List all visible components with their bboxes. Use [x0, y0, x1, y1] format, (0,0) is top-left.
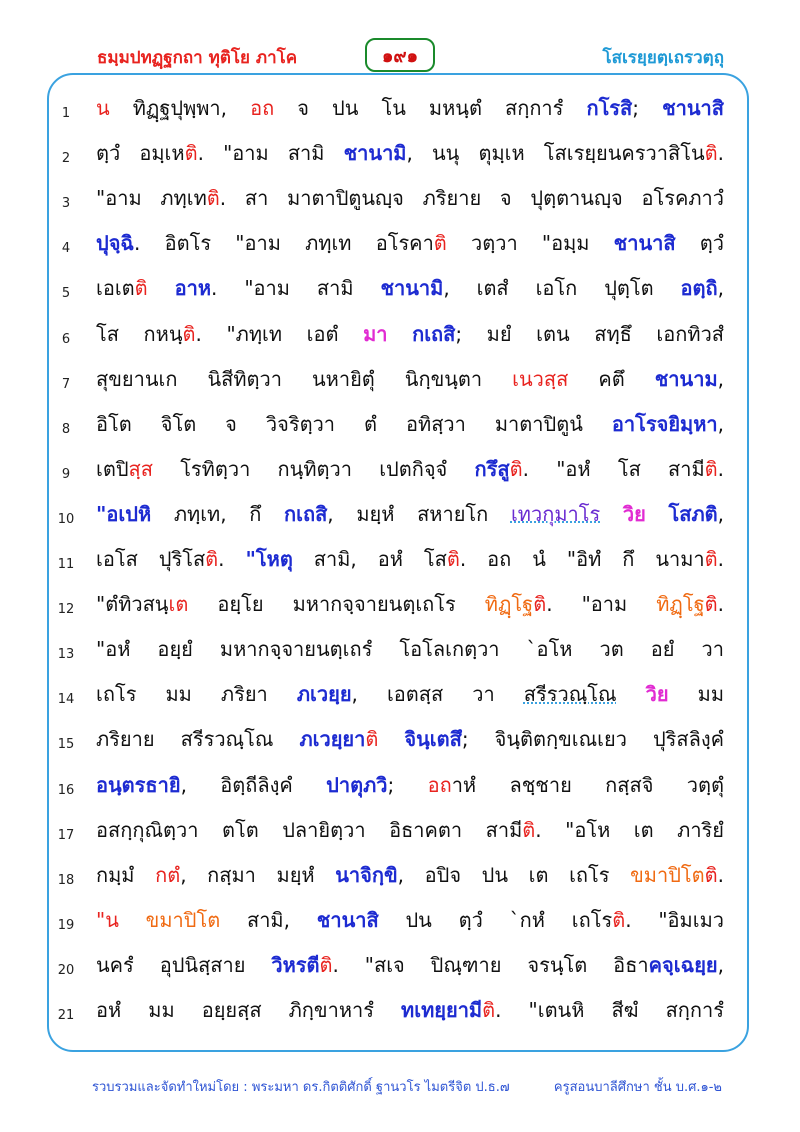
text-segment: . อถ นํ "อิทํ กึ นามา — [459, 547, 705, 571]
text-line — [96, 723, 724, 755]
text-segment: เต — [168, 592, 189, 617]
line-number: 20 — [57, 962, 75, 978]
text-segment: "น — [96, 907, 119, 932]
text-segment: เทวกุมาโร — [510, 501, 601, 526]
text-line — [96, 769, 724, 801]
text-segment: , — [717, 276, 725, 301]
text-segment: . "อหํ โส สามี — [522, 456, 705, 481]
text-line — [96, 318, 724, 350]
text-segment: . — [717, 456, 724, 481]
text-segment: ติ — [365, 727, 379, 752]
text-segment: ; — [387, 772, 428, 797]
line-number: 4 — [61, 241, 71, 257]
text-segment: . สา มาตาปิตูนญฺจ ภริยาย จ ปุตฺตานญฺจ อโรคภาวํ — [219, 186, 724, 211]
text-segment: . "อิมเมว — [625, 907, 724, 932]
text-segment: มา — [363, 321, 388, 346]
text-segment: คตึ — [568, 366, 655, 391]
text-segment: กโรสิ — [586, 96, 633, 120]
line-number: 9 — [61, 466, 71, 482]
text-line — [96, 588, 724, 620]
line-number: 1 — [61, 106, 71, 121]
text-segment: เนวสฺส — [512, 366, 569, 391]
text-segment: ติ — [533, 592, 547, 617]
text-segment: "ตํทิวสนฺ — [96, 592, 169, 617]
text-line — [96, 92, 724, 124]
text-segment: "อหํ อยฺยํ มหากจฺจายนตฺเถรํ โอโลเกตฺวา `อโห วต อยํ วา — [96, 637, 724, 662]
line-number: 7 — [61, 376, 71, 392]
text-segment: าหํ ลชฺชาย กสฺสจิ วตฺตุํ — [451, 772, 724, 797]
text-segment: สรีรวณฺโณ — [523, 682, 617, 707]
text-segment: ปน ตฺวํ `กหํ เถโร — [378, 907, 613, 932]
text-segment: ภทฺเท, กึ — [151, 501, 285, 526]
text-segment: คจฺเฉยฺย — [648, 952, 718, 977]
text-line — [96, 904, 724, 936]
text-segment — [119, 908, 146, 932]
text-segment: , เตสํ เอโก ปุตฺโต — [443, 276, 681, 301]
line-number: 5 — [61, 286, 71, 302]
text-segment: "อาม ภทฺเท — [96, 186, 207, 211]
text-segment — [148, 276, 175, 300]
text-segment: นครํ อุปนิสฺสาย — [96, 952, 272, 977]
text-segment: ชานาม — [654, 366, 718, 391]
text-segment: , — [717, 501, 724, 526]
text-segment: ขมาปิโต — [630, 862, 705, 887]
text-segment: . "เตนหิ สีฆํ สกฺการํ — [495, 998, 724, 1022]
line-number: 21 — [57, 1008, 75, 1023]
text-segment: , มยฺหํ สหายโก — [327, 501, 511, 526]
line-number: 3 — [61, 196, 71, 212]
text-segment: จ ปน โน มหนฺตํ สกฺการํ — [274, 96, 587, 120]
text-segment: . "อาม สามิ — [211, 276, 381, 301]
text-segment: , อปิจ ปน เต เถโร — [397, 862, 631, 887]
text-segment: โสภติ — [668, 501, 718, 526]
text-segment: อาห — [174, 276, 212, 301]
text-segment: ขมาปิโต — [145, 907, 221, 932]
header-left-title: ธมฺมปทฏฺฐกถา ทุติโย ภาโค — [97, 48, 298, 68]
text-segment: ทิฏฺโฐ — [656, 592, 705, 617]
line-number: 19 — [57, 917, 75, 933]
text-line — [96, 137, 724, 169]
text-line — [96, 859, 724, 891]
text-segment: ตฺวํ อมฺเห — [96, 141, 185, 166]
text-segment: ชานามิ — [343, 141, 407, 166]
text-segment: ติ — [509, 456, 523, 481]
text-segment: สามิ, อหํ โส — [292, 547, 447, 571]
text-segment: เอเต — [96, 276, 135, 301]
text-segment: ติ — [433, 231, 447, 256]
text-segment: สุขยานเก นิสีทิตฺวา นหายิตุํ นิกฺขนฺตา — [96, 366, 513, 391]
line-number: 15 — [57, 737, 75, 753]
text-segment: อิโต จิโต จ วิจริตฺวา ตํ อทิสฺวา มาตาปิตูนํ — [96, 411, 612, 436]
text-segment: ติ — [182, 321, 196, 346]
text-segment: โส กหนฺ — [96, 321, 183, 346]
text-segment: วิย — [622, 501, 646, 526]
text-segment — [378, 727, 404, 751]
text-segment: ชานาสิ — [316, 907, 379, 932]
text-segment: ติ — [482, 998, 496, 1022]
text-segment: ติ — [704, 456, 718, 481]
text-segment: วิย — [645, 682, 669, 707]
text-segment: ติ — [704, 547, 718, 571]
text-line — [96, 453, 724, 485]
text-segment: อหํ มม อยฺยสฺส ภิกฺขาหารํ — [96, 998, 402, 1022]
line-number: 18 — [57, 872, 75, 888]
text-segment: อนฺตรธายิ — [96, 772, 181, 797]
text-segment: , เอตสฺส วา — [351, 682, 524, 707]
text-line — [96, 408, 724, 440]
text-segment: ติ — [319, 952, 333, 977]
text-segment: นาจิกฺขิ — [335, 862, 398, 887]
text-segment: , กสฺมา มยฺหํ — [180, 862, 336, 887]
text-segment: , อิตฺถีลิงฺคํ — [180, 772, 327, 797]
line-number: 14 — [57, 692, 75, 708]
text-segment: วิหรตี — [271, 952, 320, 977]
text-segment: ภเวยฺย — [296, 682, 352, 707]
text-segment: ติ — [704, 592, 718, 617]
text-segment: อถ — [250, 96, 275, 120]
line-number: 17 — [57, 827, 75, 843]
text-segment: , นนุ ตุมฺเห โสเรยฺยนครวาสิโน — [406, 141, 705, 166]
text-segment: ภริยาย สรีรวณฺโณ — [96, 727, 300, 752]
text-segment: ; — [632, 96, 663, 120]
line-number: 11 — [57, 557, 75, 572]
line-number: 13 — [57, 647, 75, 663]
text-segment: กตํ — [155, 862, 181, 887]
text-segment: . — [717, 592, 724, 617]
text-segment: ชานาสิ — [613, 231, 676, 256]
text-segment: . "อโห เต ภาริยํ — [535, 817, 725, 842]
text-segment — [387, 322, 412, 346]
text-segment: กเถสิ — [412, 321, 456, 346]
text-segment: กมฺมํ — [96, 862, 156, 887]
text-segment: ชานามิ — [380, 276, 444, 301]
page-number: ๑๙๑ — [381, 45, 419, 67]
text-segment: จินฺเตสึ — [404, 727, 462, 752]
text-segment: . "อาม สามิ — [197, 141, 344, 166]
text-segment: ทิฏฺโฐ — [484, 592, 534, 617]
text-segment: ภเวยฺยา — [299, 727, 366, 752]
text-segment: ทิฏฺฐปุพฺพา, — [109, 96, 251, 120]
footer-right: ครูสอนบาลีศึกษา ชั้น บ.ศ.๑-๒ — [553, 1080, 722, 1095]
text-segment: . — [717, 547, 724, 571]
line-number: 16 — [57, 782, 75, 798]
text-segment: . "สเจ ปิณฺฑาย จรนฺโต อิธา — [332, 952, 649, 977]
text-segment: อถ — [427, 772, 452, 797]
text-segment: ; จินฺติตกฺขเณเยว ปุริสลิงฺคํ — [461, 727, 725, 752]
text-line — [96, 498, 724, 530]
text-segment: วตฺวา "อมฺม — [446, 231, 614, 256]
text-segment: . "ภทฺเท เอตํ — [195, 321, 364, 346]
text-segment: เถโร มม ภริยา — [96, 682, 297, 707]
text-segment: อตฺถิ — [680, 276, 718, 301]
text-segment: โรทิตฺวา กนฺทิตฺวา เปตกิจฺจํ — [152, 456, 475, 481]
text-segment: ติ — [704, 141, 718, 166]
footer-left: รวบรวมและจัดทำใหม่โดย : พระมหา ดร.กิตติศักดิ์ ฐานวโร ไมตรีจิต ป.ธ.๗ — [92, 1080, 510, 1095]
text-segment: ปุจฺฉิ — [96, 231, 135, 256]
text-segment: . อิตโร "อาม ภทฺเท อโรคา — [134, 231, 434, 256]
line-number: 2 — [61, 151, 71, 167]
text-segment: "โหตุ — [245, 547, 293, 571]
text-segment: อาโรจยิมฺหา — [611, 411, 718, 436]
text-segment: ติ — [446, 547, 460, 571]
text-segment: ติ — [184, 141, 198, 166]
text-segment: สฺส — [128, 456, 153, 481]
line-number: 12 — [57, 602, 75, 618]
text-line — [96, 994, 724, 1026]
line-number: 10 — [57, 511, 75, 527]
text-segment: . — [717, 141, 724, 166]
text-line — [96, 814, 724, 846]
text-segment: ชานาสิ — [662, 96, 724, 120]
text-segment — [600, 502, 623, 526]
text-line — [96, 633, 724, 665]
text-segment: อยฺโย มหากจฺจายนตฺเถโร — [188, 592, 485, 617]
text-segment: ติ — [522, 817, 536, 842]
text-line — [96, 949, 724, 981]
text-segment: ติ — [612, 907, 626, 932]
text-segment: ติ — [134, 276, 148, 301]
text-line — [96, 182, 724, 214]
text-line — [96, 543, 724, 575]
page-number-badge — [365, 38, 435, 72]
text-segment: . "อาม — [546, 592, 657, 617]
line-number: 8 — [61, 421, 71, 437]
text-line — [96, 363, 724, 395]
text-segment: . — [218, 547, 246, 571]
text-segment — [646, 502, 669, 526]
line-number: 6 — [61, 331, 71, 347]
text-segment: , — [717, 366, 724, 391]
text-line — [96, 227, 724, 259]
text-segment: เตปิ — [96, 456, 129, 481]
text-segment: มม — [668, 682, 725, 707]
text-line — [96, 678, 724, 710]
text-segment: . — [717, 862, 724, 887]
text-segment — [617, 682, 646, 706]
header-right-title: โสเรยฺยตฺเถรวตฺถุ — [602, 48, 724, 68]
text-line — [96, 272, 724, 304]
text-segment: ทเทยฺยามี — [401, 998, 483, 1022]
text-segment: ติ — [206, 186, 220, 211]
text-segment: กเถสิ — [284, 501, 328, 526]
text-segment: น — [96, 96, 110, 120]
text-segment: สามิ, — [220, 907, 317, 932]
text-segment: กรึสู — [474, 456, 510, 481]
text-segment: "อเปหิ — [96, 501, 152, 526]
text-segment: ; มยํ เตน สทฺธึ เอกทิวสํ — [455, 321, 725, 346]
text-segment: ติ — [205, 547, 219, 571]
text-segment: , — [717, 411, 724, 436]
text-segment: ตฺวํ — [675, 231, 724, 256]
text-segment: เอโส ปุริโส — [96, 547, 206, 571]
text-segment: , — [717, 952, 724, 977]
text-segment: อสกฺกุณิตฺวา ตโต ปลายิตฺวา อิธาคตา สามี — [96, 817, 523, 842]
text-segment: ติ — [704, 862, 718, 887]
text-segment: ปาตุภวิ — [326, 772, 388, 797]
